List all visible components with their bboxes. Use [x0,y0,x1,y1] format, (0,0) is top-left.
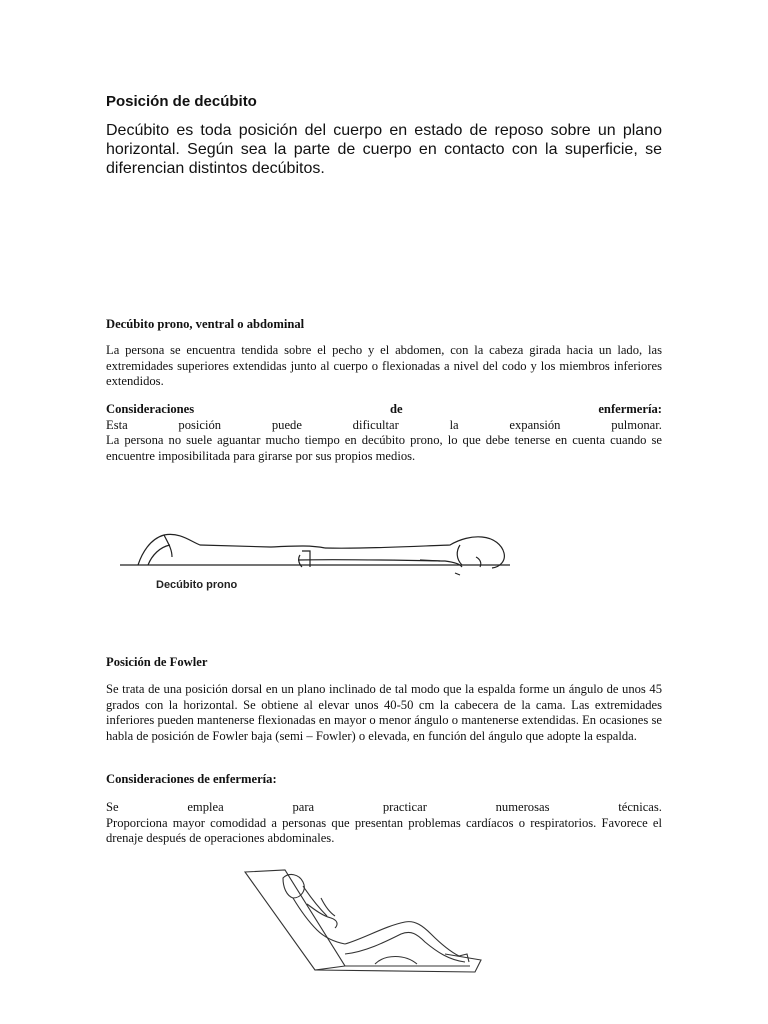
fowler-line-word: para [292,800,315,814]
fowler-heading: Posición de Fowler [106,655,208,669]
prone-position-illustration [120,515,520,585]
prono-considerations-note: La persona no suele aguantar mucho tiempo en decúbito prono, lo que debe tenerse en cuenta cuando se encuentre imposibilitada para girarse por sus propios medios. [106,433,662,463]
prono-line-word: expansión [509,417,561,432]
fowler-line-word: técnicas. [618,800,662,814]
prono-considerations [106,402,662,464]
fowler-line-word: practicar [382,800,427,814]
prono-line-word: puede [271,417,302,432]
section-title: Posición de decúbito [106,93,257,110]
fowler-considerations-line [106,800,662,816]
prono-heading: Decúbito prono, ventral o abdominal [106,317,305,331]
fowler-line-word: numerosas [495,800,550,814]
prono-line-word: posición [178,417,222,432]
prono-line-word: la [449,417,459,432]
prono-line-word: pulmonar. [611,417,662,432]
prono-line-word: Esta [106,417,128,432]
fowler-considerations-note: Proporciona mayor comodidad a personas que presentan problemas cardíacos o respiratorios. Favorece el drenaje después de operaciones abdominales. [106,815,662,845]
intro-paragraph: Decúbito es toda posición del cuerpo en estado de reposo sobre un plano horizontal. Según sea la parte de cuerpo en contacto con la superficie, se diferencian distintos decúbitos. [106,122,662,177]
fowler-considerations [106,800,662,847]
fowler-description: Se trata de una posición dorsal en un plano inclinado de tal modo que la espalda forme un ángulo de unos 45 grados con la horizontal. Se obtiene al elevar unos 40-50 cm la cabecera de la cama. Las extremidades inferiores pueden mantenerse flexionadas en mayor o menor ángulo o mantenerse extendidas. En ocasiones se habla de posición de Fowler baja (semi – Fowler) o elevada, en función del ángulo que adopte la espalda. [106,682,662,743]
fowler-position-illustration [245,868,490,978]
fowler-considerations-heading: Consideraciones de enfermería: [106,772,277,786]
prono-considerations-heading [106,402,662,418]
prono-considerations-word: enfermería: [598,402,662,416]
fowler-line-word: emplea [187,800,224,814]
prono-considerations-word: de [389,402,403,416]
prono-line-word: dificultar [352,417,399,432]
prono-considerations-word: Consideraciones [106,402,195,416]
fowler-line-word: Se [106,800,119,814]
prono-considerations-line [106,418,662,434]
prone-figure-caption: Decúbito prono [156,579,238,591]
prono-description: La persona se encuentra tendida sobre el pecho y el abdomen, con la cabeza girada hacia un lado, las extremidades superiores extendidas junto al cuerpo o flexionadas a nivel del codo y los miembros inferiores extendidos. [106,343,662,388]
